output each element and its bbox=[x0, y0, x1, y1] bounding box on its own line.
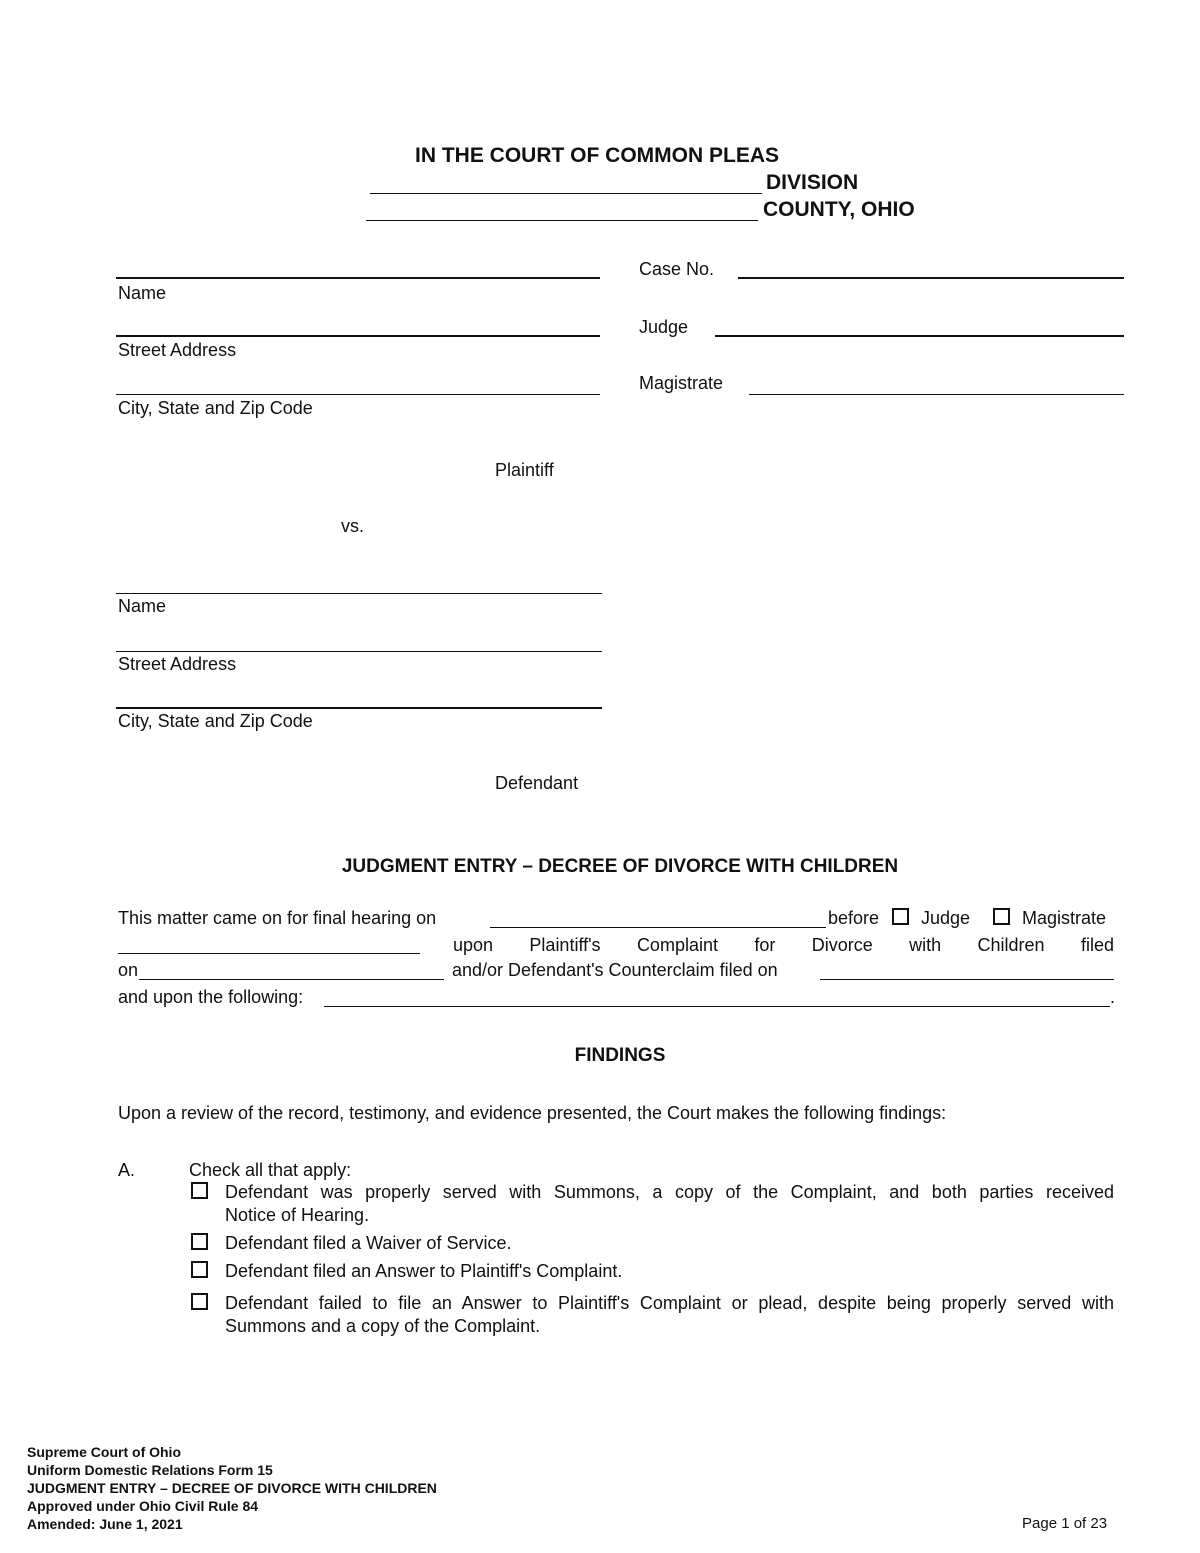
hearing-intro: This matter came on for final hearing on bbox=[118, 908, 437, 928]
failed-answer-line1: Defendant failed to file an Answer to Plaintiff's Complaint or plead, despite being properly served with bbox=[225, 1293, 1114, 1313]
judge-option-label: Judge bbox=[921, 908, 971, 928]
hearing-word: for bbox=[754, 935, 776, 955]
footer-line: Supreme Court of Ohio bbox=[27, 1444, 181, 1460]
judge-checkbox[interactable] bbox=[892, 908, 909, 925]
division-blank[interactable] bbox=[370, 193, 762, 194]
hearing-line2 bbox=[453, 935, 1114, 956]
plaintiff-name-label: Name bbox=[118, 283, 167, 303]
hearing-word: Divorce bbox=[811, 935, 873, 955]
judge-field[interactable] bbox=[715, 335, 1124, 337]
served-text-line2: Notice of Hearing. bbox=[225, 1205, 370, 1225]
plaintiff-city-field[interactable] bbox=[116, 394, 600, 395]
defendant-name-label: Name bbox=[118, 596, 167, 616]
waiver-text: Defendant filed a Waiver of Service. bbox=[225, 1233, 512, 1253]
plaintiff-city-label: City, State and Zip Code bbox=[118, 398, 313, 418]
answer-text: Defendant filed an Answer to Plaintiff's Complaint. bbox=[225, 1261, 623, 1281]
findings-intro: Upon a review of the record, testimony, and evidence presented, the Court makes the following findings: bbox=[118, 1103, 947, 1123]
hearing-word: filed bbox=[1080, 935, 1114, 955]
following-field[interactable] bbox=[324, 1006, 1110, 1007]
case-no-label: Case No. bbox=[639, 259, 715, 279]
complaint-date-field[interactable] bbox=[139, 979, 444, 980]
period: . bbox=[1110, 987, 1116, 1007]
hearing-word: upon bbox=[453, 935, 494, 955]
hearing-word: Complaint bbox=[636, 935, 718, 955]
served-checkbox[interactable] bbox=[191, 1182, 208, 1199]
magistrate-field[interactable] bbox=[749, 394, 1124, 395]
footer-info bbox=[27, 1443, 437, 1533]
hearing-word: Children bbox=[977, 935, 1045, 955]
defendant-city-field[interactable] bbox=[116, 707, 602, 709]
waiver-checkbox[interactable] bbox=[191, 1233, 208, 1250]
defendant-name-field[interactable] bbox=[116, 593, 602, 594]
served-text-line1: Defendant was properly served with Summons, a copy of the Complaint, and both parties received bbox=[225, 1182, 1114, 1202]
defendant-city-label: City, State and Zip Code bbox=[118, 711, 313, 731]
versus-text: vs. bbox=[341, 516, 365, 536]
page-number: Page 1 of 23 bbox=[1022, 1515, 1108, 1532]
magistrate-label: Magistrate bbox=[639, 373, 724, 393]
hearing-word: Plaintiff's bbox=[529, 935, 601, 955]
division-label: DIVISION bbox=[766, 171, 859, 194]
defendant-role: Defendant bbox=[495, 773, 579, 793]
plaintiff-street-field[interactable] bbox=[116, 335, 600, 337]
failed-answer-line2: Summons and a copy of the Complaint. bbox=[225, 1316, 541, 1336]
case-no-field[interactable] bbox=[738, 277, 1124, 279]
counterclaim-date-field[interactable] bbox=[820, 979, 1114, 980]
findings-heading: FINDINGS bbox=[574, 1045, 666, 1066]
footer-line: JUDGMENT ENTRY – DECREE OF DIVORCE WITH CHILDREN bbox=[27, 1480, 437, 1496]
item-intro: Check all that apply: bbox=[189, 1160, 352, 1180]
footer-line: Amended: June 1, 2021 bbox=[27, 1516, 183, 1532]
following-text: and upon the following: bbox=[118, 987, 304, 1007]
plaintiff-role: Plaintiff bbox=[495, 460, 554, 480]
judge-label: Judge bbox=[639, 317, 689, 337]
hearing-date-field[interactable] bbox=[490, 927, 826, 928]
before-text: before bbox=[828, 908, 880, 928]
defendant-street-label: Street Address bbox=[118, 654, 237, 674]
magistrate-checkbox[interactable] bbox=[993, 908, 1010, 925]
failed-answer-checkbox[interactable] bbox=[191, 1293, 208, 1310]
answer-checkbox[interactable] bbox=[191, 1261, 208, 1278]
court-title: IN THE COURT OF COMMON PLEAS bbox=[415, 144, 779, 167]
entry-title: JUDGMENT ENTRY – DECREE OF DIVORCE WITH CHILDREN bbox=[341, 856, 899, 877]
county-label: COUNTY, OHIO bbox=[763, 198, 915, 221]
item-letter: A. bbox=[118, 1160, 136, 1180]
plaintiff-street-label: Street Address bbox=[118, 340, 237, 360]
on-text: on bbox=[118, 960, 139, 980]
hearing-word: with bbox=[909, 935, 942, 955]
plaintiff-name-field[interactable] bbox=[116, 277, 600, 279]
magistrate-option-label: Magistrate bbox=[1022, 908, 1107, 928]
counterclaim-text: and/or Defendant's Counterclaim filed on bbox=[452, 960, 778, 980]
defendant-street-field[interactable] bbox=[116, 651, 602, 652]
county-blank[interactable] bbox=[366, 220, 758, 221]
hearing-line2-field[interactable] bbox=[118, 953, 420, 954]
footer-line: Uniform Domestic Relations Form 15 bbox=[27, 1462, 273, 1478]
footer-line: Approved under Ohio Civil Rule 84 bbox=[27, 1498, 259, 1514]
